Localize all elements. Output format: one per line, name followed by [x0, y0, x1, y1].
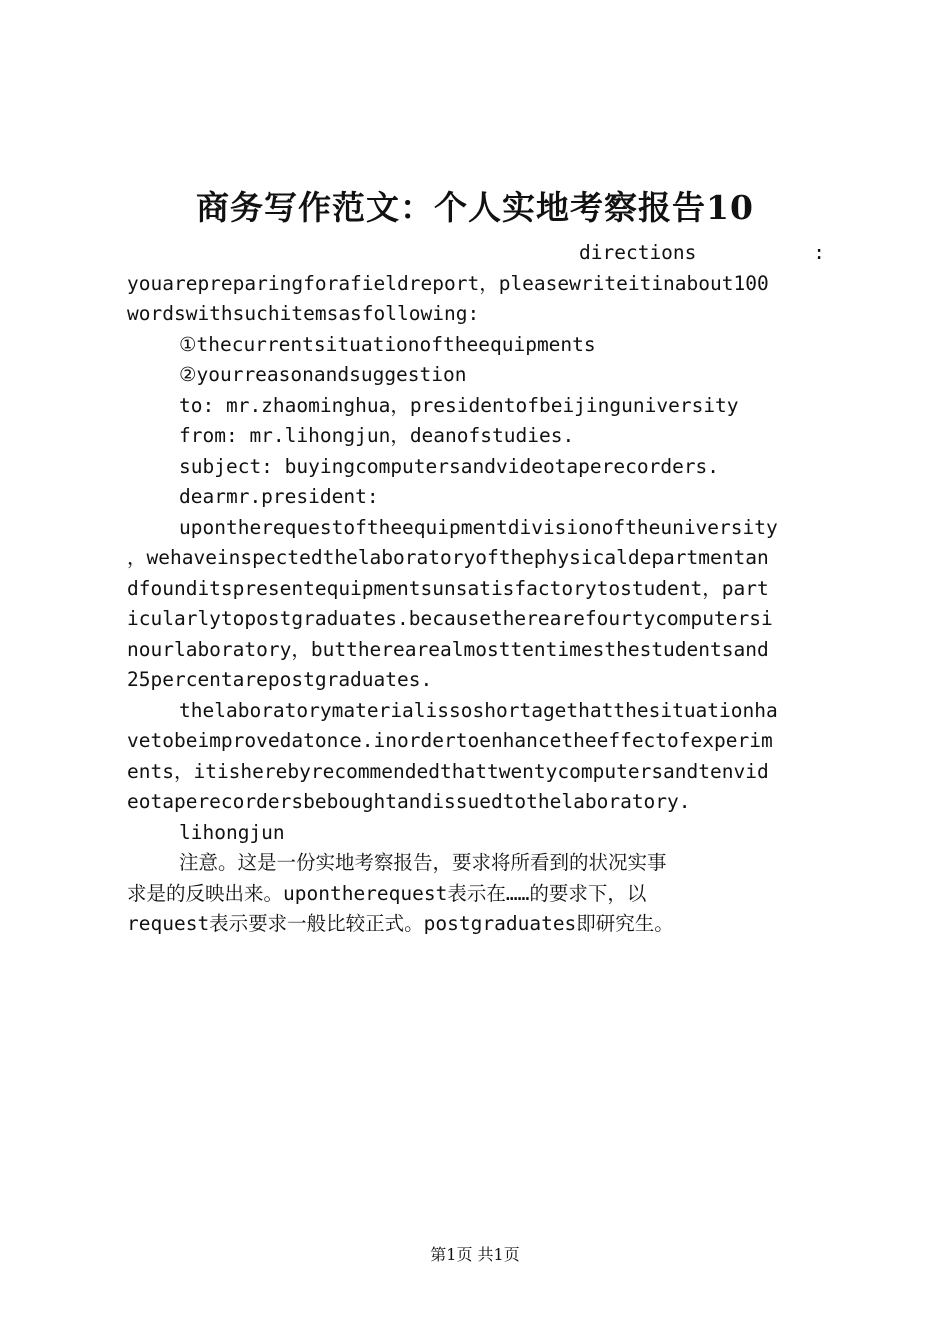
- text-line: nourlaboratory，buttherearealmosttentimesthestudentsand: [127, 637, 769, 661]
- memo-to: to: mr.zhaominghua，presidentofbeijinguniversity: [179, 393, 739, 417]
- text-line: wordswithsuchitemsasfollowing:: [127, 302, 480, 325]
- salutation: dearmr.president:: [179, 485, 379, 508]
- document-body: [127, 238, 831, 940]
- memo-subject: subject: buyingcomputersandvideotaperecorders.: [179, 454, 720, 478]
- text-line: eotaperecordersbeboughtandissuedtothelaboratory.: [127, 790, 691, 813]
- text-line: upontherequestoftheequipmentdivisionoftheuniversity: [179, 515, 778, 539]
- note-line: 求是的反映出来。upontherequest表示在……的要求下，以: [127, 881, 647, 905]
- list-item: ②yourreasonandsuggestion: [179, 363, 467, 386]
- directions-line: [127, 238, 831, 269]
- note-line: 注意。这是一份实地考察报告，要求将所看到的状况实事: [179, 851, 667, 874]
- text-line: 25percentarepostgraduates.: [127, 668, 433, 691]
- directions-colon: :: [813, 241, 825, 264]
- text-line: vetobeimprovedatonce.inordertoenhancetheeffectofexperim: [127, 729, 773, 752]
- signature: lihongjun: [179, 820, 285, 844]
- text-line: dfounditspresentequipmentsunsatisfactorytostudent，part: [127, 576, 769, 600]
- text-line: ，wehaveinspectedthelaboratoryofthephysicaldepartmentan: [127, 546, 769, 569]
- document-title: 商务写作范文：个人实地考察报告10: [196, 188, 754, 227]
- list-item: ①thecurrentsituationoftheequipments: [179, 332, 596, 356]
- text-line: youarepreparingforafieldreport，pleasewriteitinabout100: [127, 271, 769, 295]
- text-line: thelaboratorymaterialissoshortagethatthesituationha: [179, 698, 778, 722]
- note-line: request表示要求一般比较正式。postgraduates即研究生。: [127, 912, 674, 935]
- memo-from: from: mr.lihongjun，deanofstudies.: [179, 424, 575, 447]
- page-footer: 第1页 共1页: [430, 1245, 520, 1264]
- text-line: icularlytopostgraduates.becausetherearefourtycomputersi: [127, 607, 773, 630]
- directions-label: directions: [579, 241, 697, 264]
- text-line: ents，itisherebyrecommendedthattwentycomputersandtenvid: [127, 759, 769, 783]
